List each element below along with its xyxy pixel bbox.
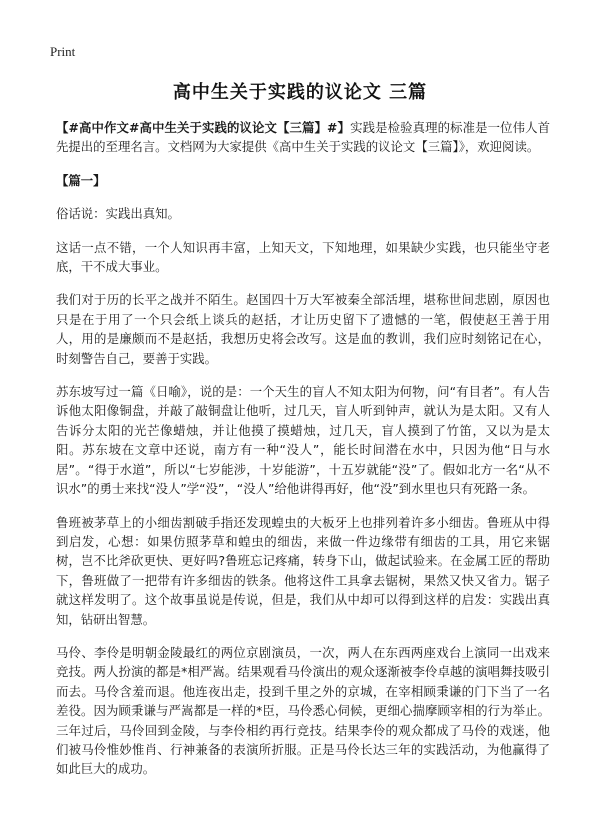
section-heading: 【篇一】 [56,172,106,188]
intro-bold-prefix: 【#高中作文#高中生关于实践的议论文【三篇】#】 [56,120,351,135]
body-paragraph: 俗话说：实践出真知。 [56,206,180,222]
intro-paragraph [56,118,550,157]
body-paragraph: 鲁班被茅草上的小细齿割破手指还发现蝗虫的大板牙上也排列着许多小细齿。鲁班从中得到启发，心想：如果仿照茅草和蝗虫的细齿，来做一件边缘带有细齿的工具，用它来锯树，岂不比斧砍更快、更好吗?鲁班忘记疼痛，转身下山，做起试验来。在金属工匠的帮助下，鲁班做了一把带有许多细齿的铁条。他将这件工具拿去锯树，果然又快又省力。锯子就这样发明了。这个故事虽说是传说，但是，我们从中却可以得到这样的启发：实践出真知，钻研出智慧。 [56,514,550,627]
print-label: Print [50,44,76,59]
document-body [56,118,550,793]
document-title: 高中生关于实践的议论文 三篇 [172,82,428,103]
body-paragraph: 苏东坡写过一篇《日喻》，说的是：一个天生的盲人不知太阳为何物，问“有目者”。有人告诉他太阳像铜盘，并敲了敲铜盘让他听，过几天，盲人听到钟声，就认为是太阳。又有人告诉分太阳的光芒像蜡烛，并让他摸了摸蜡烛，过几天，盲人摸到了竹笛，又以为是太阳。苏东坡在文章中还说，南方有一种“没人”，能长时间潜在水中，只因为他“日与水居”。“得于水道”，所以“七岁能涉，十岁能游”，十五岁就能“没”了。假如北方一名“从不识水”的勇士来找“没人”学“没”，“没人”给他讲得再好，他“没”到水里也只有死路一条。 [56,384,550,497]
intro-text: 实践是检验真理的标准是一位伟人首先提出的至理名言。文档网为大家提供《高中生关于实践的议论文【三篇】》，欢迎阅读。 [56,120,551,155]
body-paragraph: 我们对于历的长平之战并不陌生。赵国四十万大军被秦全部活埋，堪称世间悲剧，原因也只是在于用了一个只会纸上谈兵的赵括，才让历史留下了遗憾的一笔，假使赵王善于用人，用的是廉颇而不是赵括，我想历史将会改写。这是血的教训，我们应时刻铭记在心，时刻警告自己，要善于实践。 [56,292,550,366]
body-paragraph: 马伶、李伶是明朝金陵最红的两位京剧演员，一次，两人在东西两座戏台上演同一出戏来竞技。两人扮演的都是*相严嵩。结果观看马伶演出的观众逐渐被李伶卓越的演唱舞技吸引而去。马伶含羞而退。他连夜出走，投到千里之外的京城，在宰相顾秉谦的门下当了一名差役。因为顾秉谦与严嵩都是一样的*臣，马伶悉心伺候，更细心揣摩顾宰相的行为举止。三年过后，马伶回到金陵，与李伶相约再行竞技。结果李伶的观众都成了马伶的戏迷，他们被马伶惟妙惟肖、行神兼备的表演所折服。正是马伶长达三年的实践活动，为他赢得了如此巨大的成功。 [56,644,550,777]
body-paragraph: 这话一点不错，一个人知识再丰富，上知天文，下知地理，如果缺少实践，也只能坐守老底，干不成大事业。 [56,239,550,275]
